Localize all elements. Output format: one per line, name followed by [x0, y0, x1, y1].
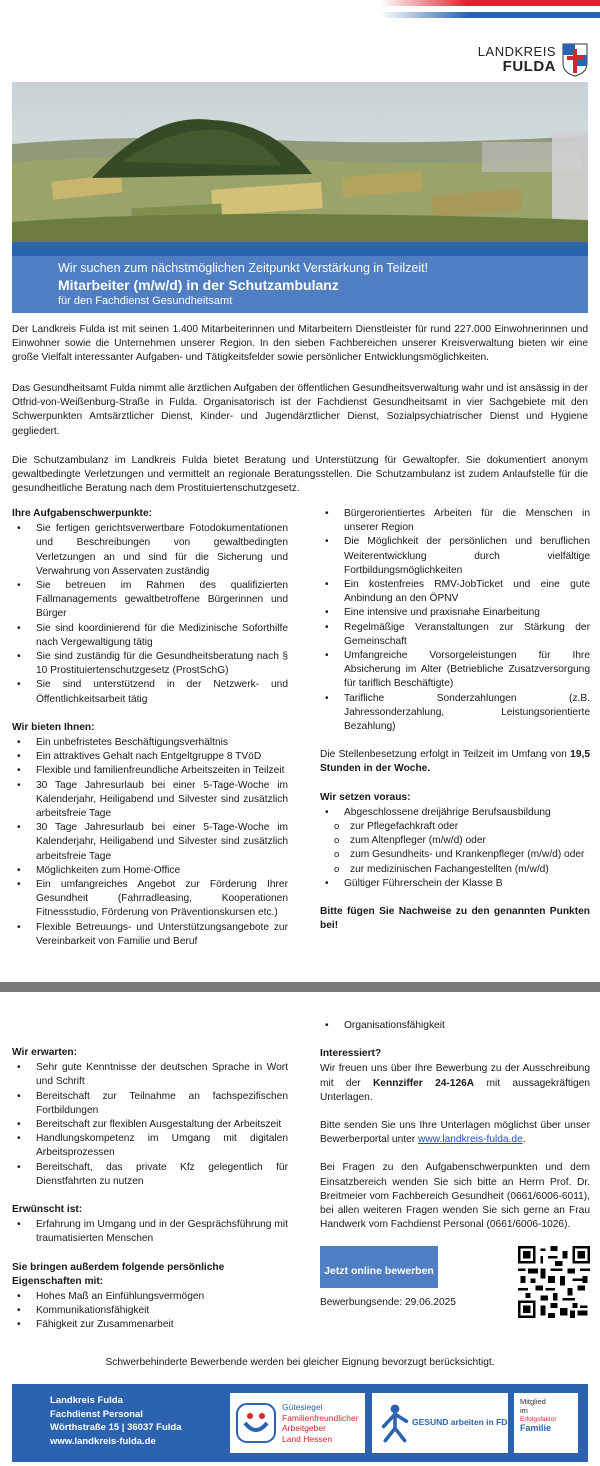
personal-list [12, 1290, 288, 1333]
intro-paragraph-1: Der Landkreis Fulda ist mit seinen 1.400 Mitarbeiterinnen und Mitarbeitern Dienstleister für rund 227.000 Einwohnerinnen und Einwohner sowie die Unternehmen unserer Region. In den sieben Fachbereichen unserer Kreisverwaltung bieten wir eine große Vielfalt interessanter Aufgaben- und Tätigkeitsfelder sowie persönlicher Entwicklungsmöglichkeiten. [12, 324, 588, 364]
list-item: • Sie fertigen gerichtsverwertbare Fotodokumentationen und Beschreibungen von gewaltbedingten Verletzungen an und sind für die Sicherung und Verwahrung von Asservaten zuständig [12, 522, 288, 579]
footer-org: Landkreis Fulda [50, 1395, 123, 1406]
staffing-hours: 19,5 Stunden in der Woche. [320, 749, 590, 775]
list-item: • Bereitschaft zur Teilnahme an fachspezifischen Fortbildungen [12, 1090, 288, 1118]
disability-note: Schwerbehinderte Bewerbende werden bei gleicher Eignung bevorzugt berücksichtigt. [105, 1357, 495, 1368]
right-column-page-2 [320, 1019, 590, 1318]
sub-list-item: o zur medizinischen Fachangestellten (m/w/d) [320, 863, 590, 877]
proof-note: Bitte fügen Sie Nachweise zu den genannten Punkten bei! [320, 906, 590, 932]
list-item: • Bürgerorientiertes Arbeiten für die Menschen in unserer Region [320, 507, 590, 535]
list-item: • Ein unbefristetes Beschäftigungsverhältnis [12, 736, 288, 750]
badge1-line-2: Familienfreundlicher [282, 1412, 359, 1423]
badge2-text: GESUND arbeiten in FD [412, 1417, 508, 1427]
footer-street: Wörthstraße 15 | 36037 Fulda [50, 1422, 182, 1433]
sub-list-item: o zum Gesundheits- und Krankenpfleger (m/w/d) oder [320, 848, 590, 862]
header-stripe-red [380, 0, 600, 6]
headline-intro: Wir suchen zum nächstmöglichen Zeitpunkt Verstärkung in Teilzeit! [58, 261, 429, 275]
interested-text [320, 1062, 590, 1105]
list-item: • Eine intensive und praxisnahe Einarbeitung [320, 606, 590, 620]
right-column-page-1 [320, 507, 590, 933]
list-item: • Tarifliche Sonderzahlungen (z.B. Jahressonderzahlung, Leistungsorientierte Bezahlung) [320, 692, 590, 735]
list-item: • 30 Tage Jahresurlaub bei einer 5-Tage-Woche im Kalenderjahr, Heiligabend und Silvester sind zusätzlich arbeitsfreie Tage [12, 779, 288, 822]
job-subtitle: für den Fachdienst Gesundheitsamt [58, 295, 233, 307]
offer-list-continued [320, 507, 590, 734]
portal-sentence: Bitte senden Sie uns Ihre Unterlagen möglichst über unser Bewerberportal unter [320, 1120, 590, 1146]
personal-heading: Sie bringen außerdem folgende persönliche Eigenschaften mit: [12, 1261, 225, 1287]
list-item: • Bereitschaft, das private Kfz gelegentlich für Dienstfahrten zu nutzen [12, 1161, 288, 1189]
list-item: • Kommunikationsfähigkeit [12, 1304, 288, 1318]
badge1-line-1: Gütesiegel [282, 1402, 323, 1412]
badge3-line-1: Mitglied [520, 1397, 546, 1406]
desired-heading: Erwünscht ist: [12, 1204, 83, 1216]
list-item: • Gültiger Führerschein der Klasse B [320, 877, 590, 891]
badge1-line-3: Arbeitgeber [282, 1423, 326, 1433]
family-seal-icon [236, 1403, 276, 1443]
offer-list [12, 736, 288, 949]
accent-bar [12, 242, 588, 256]
list-item: • Flexible Betreuungs- und Unterstützungsangebote zur Vereinbarkeit von Familie und Beruf [12, 921, 288, 949]
landscape-photo [12, 82, 588, 242]
requirements-list [320, 806, 590, 891]
offer-heading: Wir bieten Ihnen: [12, 721, 95, 733]
landkreis-logo [478, 40, 588, 80]
list-item: • Hohes Maß an Einfühlungsvermögen [12, 1290, 288, 1304]
sub-list-item: o zum Altenpfleger (m/w/d) oder [320, 834, 590, 848]
personal-list-continued [320, 1019, 590, 1033]
list-item [320, 806, 590, 877]
footer-dept: Fachdienst Personal [50, 1408, 143, 1420]
family-friendly-employer-badge [230, 1393, 365, 1453]
requirements-heading: Wir setzen voraus: [320, 791, 411, 803]
list-item: • Die Möglichkeit der persönlichen und beruflichen Weiterentwicklung durch vielfältige Fortbildungsmöglichkeiten [320, 535, 590, 578]
list-item: • Organisationsfähigkeit [320, 1019, 590, 1033]
list-item: • Ein kostenfreies RMV-JobTicket und eine gute Anbindung an den ÖPNV [320, 578, 590, 606]
staffing-sentence: Die Stellenbesetzung erfolgt in Teilzeit im Umfang von [320, 749, 567, 761]
coat-of-arms-icon [562, 43, 588, 77]
list-item: • Sehr gute Kenntnisse der deutschen Sprache in Wort und Schrift [12, 1061, 288, 1089]
expect-list [12, 1061, 288, 1189]
footer-web[interactable]: www.landkreis-fulda.de [50, 1435, 156, 1447]
portal-link[interactable]: www.landkreis-fulda.de [417, 1134, 523, 1146]
interested-text-start: Wir freuen uns über Ihre Bewerbung zu der Ausschreibung mit der [320, 1063, 590, 1089]
list-item: • Sie betreuen im Rahmen des qualifizierten Fallmanagements gewaltbetroffene Bürgerinnen und Bürger [12, 579, 288, 622]
list-item: • 30 Tage Jahresurlaub bei einer 5-Tage-Woche im Kalenderjahr, Heiligabend und Silvester sind zusätzlich arbeitsfreie Tage [12, 821, 288, 864]
page-divider [0, 982, 600, 992]
education-options [320, 820, 590, 877]
staffing-text [320, 748, 590, 776]
left-column-page-1 [12, 507, 288, 949]
list-item: • Fähigkeit zur Zusammenarbeit [12, 1318, 288, 1332]
logo-line-1: LANDKREIS [477, 44, 556, 60]
gesund-arbeiten-badge [372, 1393, 508, 1453]
left-column-page-2 [12, 1046, 288, 1333]
list-item: • Sie sind zuständig für die Gesundheitsberatung nach § 10 Prostituiertenschutzgesetz (ProstSchG) [12, 650, 288, 678]
list-item: • Ein attraktives Gehalt nach Entgeltgruppe 8 TVöD [12, 750, 288, 764]
badge3-line-2: im [520, 1406, 528, 1415]
portal-sentence-end: . [522, 1134, 526, 1146]
footer [12, 1384, 588, 1462]
tasks-list [12, 522, 288, 707]
header-stripe-blue [380, 12, 600, 18]
expect-heading: Wir erwarten: [12, 1047, 78, 1058]
badge3-line-4: Familie [520, 1423, 552, 1433]
requirement-education: Abgeschlossene dreijährige Berufsausbildung [344, 806, 551, 818]
list-item: • Sie sind unterstützend in der Netzwerk- und Öffentlichkeitsarbeit tätig [12, 678, 288, 706]
contact-text: Bei Fragen zu den Aufgabenschwerpunkten und dem Einsatzbereich wenden Sie sich bitte an Herrn Prof. Dr. Breitmeier vom Fachbereich Gesundheit (0661/6006-6011), bei allen weiteren Fragen wenden Sie sich gerne an Frau Handwerk vom Fachdienst Personal (0661/6006-1026). [320, 1162, 590, 1231]
application-deadline: Bewerbungsende: 29.06.2025 [320, 1297, 456, 1309]
list-item: • Bereitschaft zur flexiblen Ausgestaltung der Arbeitszeit [12, 1118, 288, 1132]
list-item: • Flexible und familienfreundliche Arbeitszeiten in Teilzeit [12, 764, 288, 778]
interested-heading: Interessiert? [320, 1048, 382, 1060]
intro-paragraph-3: Die Schutzambulanz im Landkreis Fulda bietet Beratung und Unterstützung für Gewaltopfer. Sie dokumentiert anonym gewaltbedingte Verletzungen und vermittelt an regionale Beratungsstellen. Die Schutzambulanz ist zudem Anlaufstelle für die gesundheitliche Beratung nach dem Prostituiertenschutzgesetz. [12, 455, 588, 495]
desired-list [12, 1218, 288, 1246]
badge3-line-3: Erfolgsfaktor [520, 1416, 557, 1423]
list-item: • Erfahrung im Umgang und in der Gesprächsführung mit traumatisierten Menschen [12, 1218, 288, 1246]
qr-code-icon[interactable] [518, 1246, 590, 1318]
person-figure-icon [380, 1401, 410, 1445]
portal-text [320, 1119, 590, 1147]
sub-list-item: o zur Pflegefachkraft oder [320, 820, 590, 834]
erfolgsfaktor-familie-badge [514, 1393, 578, 1453]
footer-address [50, 1394, 181, 1448]
intro-paragraph-2: Das Gesundheitsamt Fulda nimmt alle ärztlichen Aufgaben der öffentlichen Gesundheitsverwaltung wahr und ist ansässig in der Otfrid-von-Weißenburg-Straße in Fulda. Organisatorisch ist der Fachdienst Gesundheitsamt in vier Sachgebiete mit den Schwerpunkten Amtsärztlicher Dienst, Kinder- und Jugendärztlicher Dienst, Sozialpsychiatrischer Dienst und Hygiene gegliedert. [12, 383, 588, 437]
list-item: • Regelmäßige Veranstaltungen zur Stärkung der Gemeinschaft [320, 621, 590, 649]
list-item: • Ein umfangreiches Angebot zur Förderung Ihrer Gesundheit (Fahrradleasing, Kooperationen Fitnessstudio, Förderung von Präventionskursen etc.) [12, 878, 288, 921]
reference-code: Kennziffer 24-126A [372, 1077, 475, 1089]
tasks-heading: Ihre Aufgabenschwerpunkte: [12, 508, 153, 519]
list-item: • Umfangreiche Vorsorgeleistungen für Ihre Absicherung im Alter (Betriebliche Zusatzversorgung für tariflich Beschäftigte) [320, 649, 590, 692]
interested-text-end: mit aussagekräftigen Unterlagen. [320, 1077, 590, 1103]
job-title: Mitarbeiter (m/w/d) in der Schutzambulanz [58, 277, 339, 293]
apply-online-button[interactable]: Jetzt online bewerben [320, 1246, 438, 1288]
logo-line-2: FULDA [502, 57, 556, 75]
list-item: • Sie sind koordinierend für die Medizinische Soforthilfe nach Vergewaltigung tätig [12, 622, 288, 650]
headline-box [12, 256, 588, 313]
list-item: • Möglichkeiten zum Home-Office [12, 864, 288, 878]
list-item: • Handlungskompetenz im Umgang mit digitalen Arbeitsprozessen [12, 1132, 288, 1160]
badge1-line-4: Land Hessen [282, 1433, 333, 1444]
